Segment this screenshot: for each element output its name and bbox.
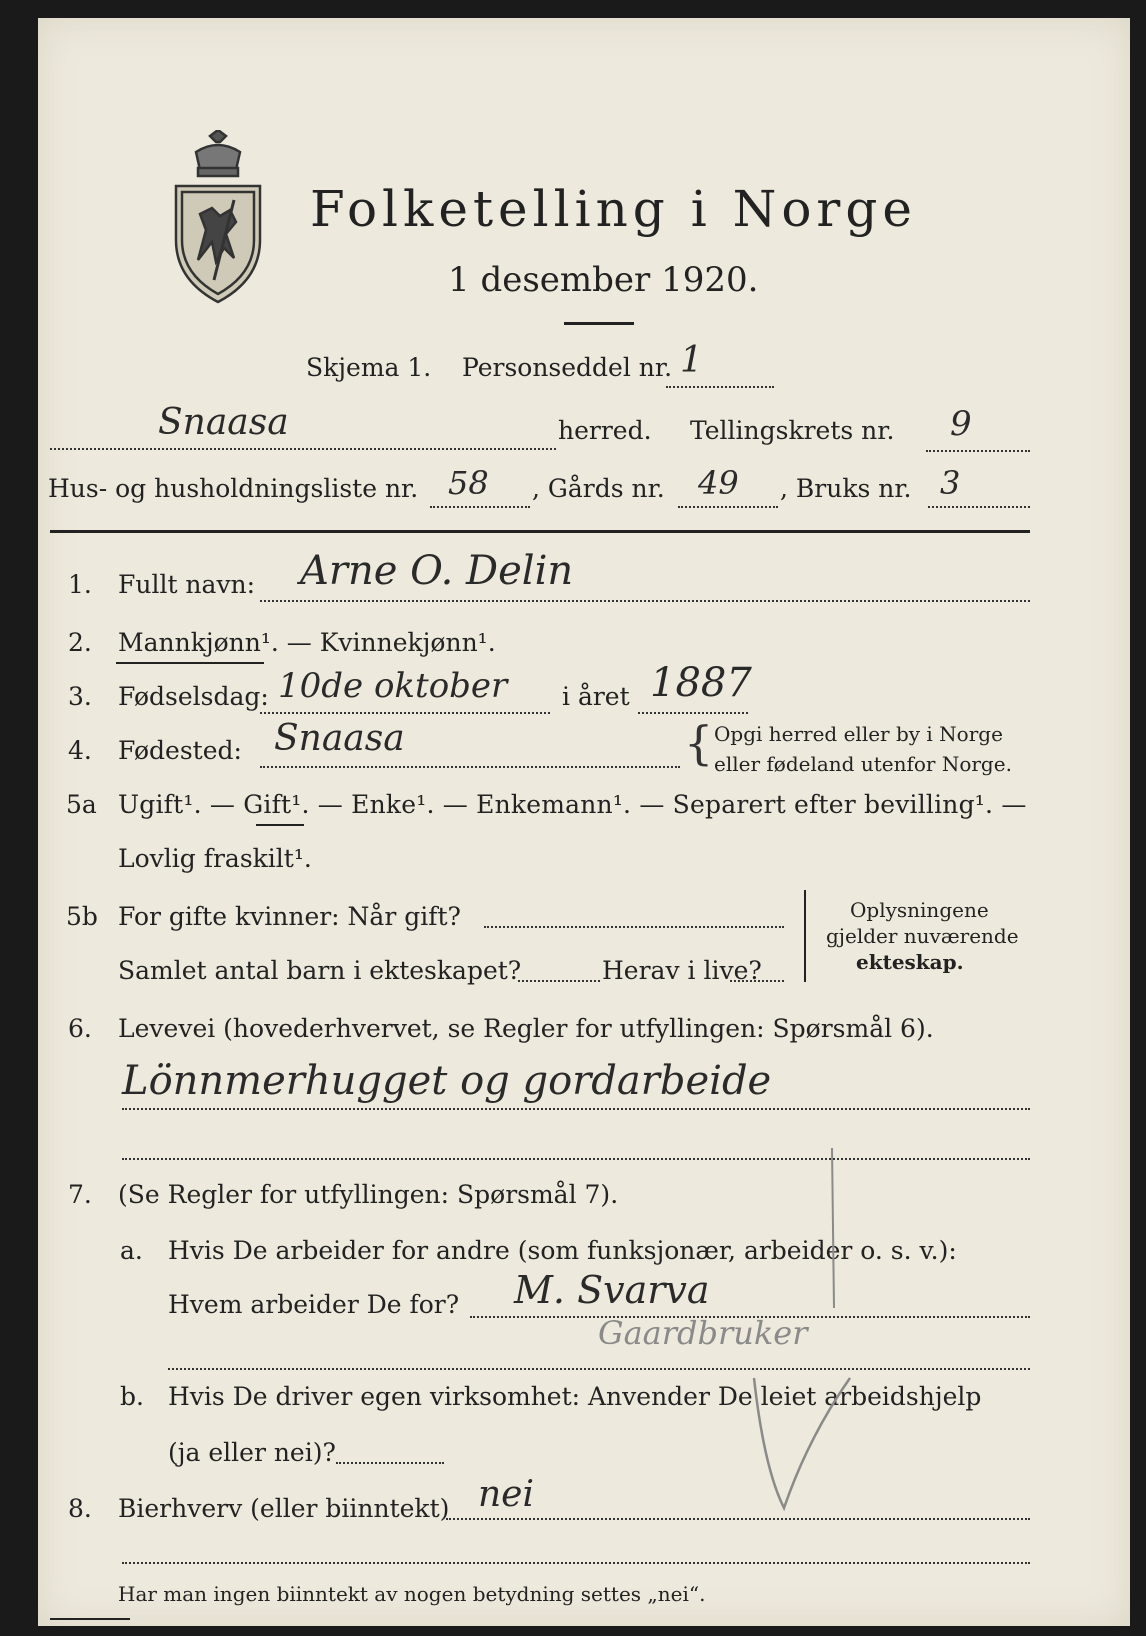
q3-year-field	[638, 712, 748, 714]
schema-label: Skjema 1.	[306, 353, 432, 382]
q8-label: Bierhverv (eller biinntekt)	[118, 1494, 450, 1523]
q5b-bracket	[804, 890, 806, 982]
q7a-field-2	[168, 1368, 1030, 1370]
personseddel-value: 1	[680, 340, 703, 381]
q5b-when-field	[484, 926, 784, 928]
q5b-note-line2: gjelder nuværende	[826, 924, 1019, 948]
q5b-alive-field	[730, 980, 784, 982]
coat-of-arms-icon	[168, 130, 268, 308]
personseddel-field	[666, 386, 774, 388]
q5a-line1: Ugift¹. — Gift¹. — Enke¹. — Enkemann¹. — Separert efter bevilling¹. —	[118, 790, 1027, 819]
q6-field-2	[122, 1158, 1030, 1160]
bruks-value: 3	[940, 464, 961, 502]
q7b-field	[336, 1462, 444, 1464]
q7a-line2: Hvem arbeider De for?	[168, 1290, 460, 1319]
q5a-line2: Lovlig fraskilt¹.	[118, 844, 312, 873]
q3-field	[260, 712, 550, 714]
q6-label: Levevei (hovederhvervet, se Regler for utfyllingen: Spørsmål 6).	[118, 1014, 934, 1043]
q7a-value: M. Svarva	[514, 1268, 710, 1312]
footer-note: Har man ingen biinntekt av nogen betydning settes „nei“.	[118, 1582, 706, 1606]
husholdning-field	[430, 506, 530, 508]
q5b-line2b: Herav i live?	[602, 956, 762, 985]
title-divider	[564, 322, 634, 325]
q4-brace: {	[684, 716, 714, 770]
footer-dotted-rule	[122, 1562, 1030, 1564]
q4-note-line1: Opgi herred eller by i Norge	[714, 722, 1003, 746]
tellingskrets-label: Tellingskrets nr.	[690, 416, 895, 445]
header-rule	[50, 530, 1030, 533]
q4-number: 4.	[68, 736, 92, 765]
q3-value: 10de oktober	[278, 666, 508, 706]
q7a-line1: Hvis De arbeider for andre (som funksjonær, arbeider o. s. v.):	[168, 1236, 957, 1265]
herred-label: herred.	[558, 416, 652, 445]
personseddel-label: Personseddel nr.	[462, 353, 673, 382]
q1-value: Arne O. Delin	[300, 548, 574, 594]
q4-field	[260, 766, 680, 768]
form-date: 1 desember 1920.	[448, 260, 759, 300]
q1-label: Fullt navn:	[118, 570, 256, 599]
q7b-line2: (ja eller nei)?	[168, 1438, 336, 1467]
q5a-number: 5a	[66, 790, 97, 819]
gards-field	[678, 506, 778, 508]
q8-field	[446, 1518, 1030, 1520]
q8-value: nei	[478, 1474, 535, 1515]
herred-value: Snaasa	[158, 402, 289, 443]
q8-number: 8.	[68, 1494, 92, 1523]
tellingskrets-field	[926, 450, 1030, 452]
q5b-note-line1: Oplysningene	[850, 898, 989, 922]
census-form-page	[38, 18, 1130, 1626]
q5b-number: 5b	[66, 902, 98, 931]
q6-field-1	[122, 1108, 1030, 1110]
q5b-note-line3: ekteskap.	[856, 950, 964, 974]
q7b-letter: b.	[120, 1382, 144, 1411]
q7-label: (Se Regler for utfyllingen: Spørsmål 7).	[118, 1180, 619, 1209]
gards-value: 49	[698, 464, 739, 502]
husholdning-label: Hus- og husholdningsliste nr.	[48, 474, 419, 503]
q5a-gift-underline	[256, 824, 304, 826]
q2-label: Mannkjønn¹. — Kvinnekjønn¹.	[118, 628, 496, 657]
q7-number: 7.	[68, 1180, 92, 1209]
q1-number: 1.	[68, 570, 92, 599]
pencil-checkmark-icon	[738, 1138, 858, 1538]
tellingskrets-value: 9	[950, 404, 972, 444]
bruks-label: , Bruks nr.	[780, 474, 912, 503]
q1-field	[260, 600, 1030, 602]
husholdning-value: 58	[448, 464, 489, 502]
q3-year-label: i året	[562, 682, 630, 711]
q4-note-line2: eller fødeland utenfor Norge.	[714, 752, 1012, 776]
bruks-field	[928, 506, 1030, 508]
q3-year-value: 1887	[650, 660, 752, 706]
q2-underline	[116, 662, 264, 664]
q6-number: 6.	[68, 1014, 92, 1043]
herred-field	[50, 448, 556, 450]
gards-label: , Gårds nr.	[532, 474, 665, 503]
bottom-corner-rule	[50, 1618, 130, 1620]
q5b-line2a: Samlet antal barn i ekteskapet?	[118, 956, 522, 985]
q3-label: Fødselsdag:	[118, 682, 269, 711]
form-title: Folketelling i Norge	[310, 180, 917, 238]
q7a-pencil-note: Gaardbruker	[598, 1314, 808, 1352]
q4-value: Snaasa	[274, 718, 405, 759]
q5b-line1: For gifte kvinner: Når gift?	[118, 902, 461, 931]
q2-number: 2.	[68, 628, 92, 657]
q6-value: Lönnmerhugget og gordarbeide	[122, 1058, 772, 1104]
q7b-line1: Hvis De driver egen virksomhet: Anvender De leiet arbeidshjelp	[168, 1382, 982, 1411]
q5b-children-field	[518, 980, 600, 982]
q7a-letter: a.	[120, 1236, 143, 1265]
q3-number: 3.	[68, 682, 92, 711]
q4-label: Fødested:	[118, 736, 242, 765]
